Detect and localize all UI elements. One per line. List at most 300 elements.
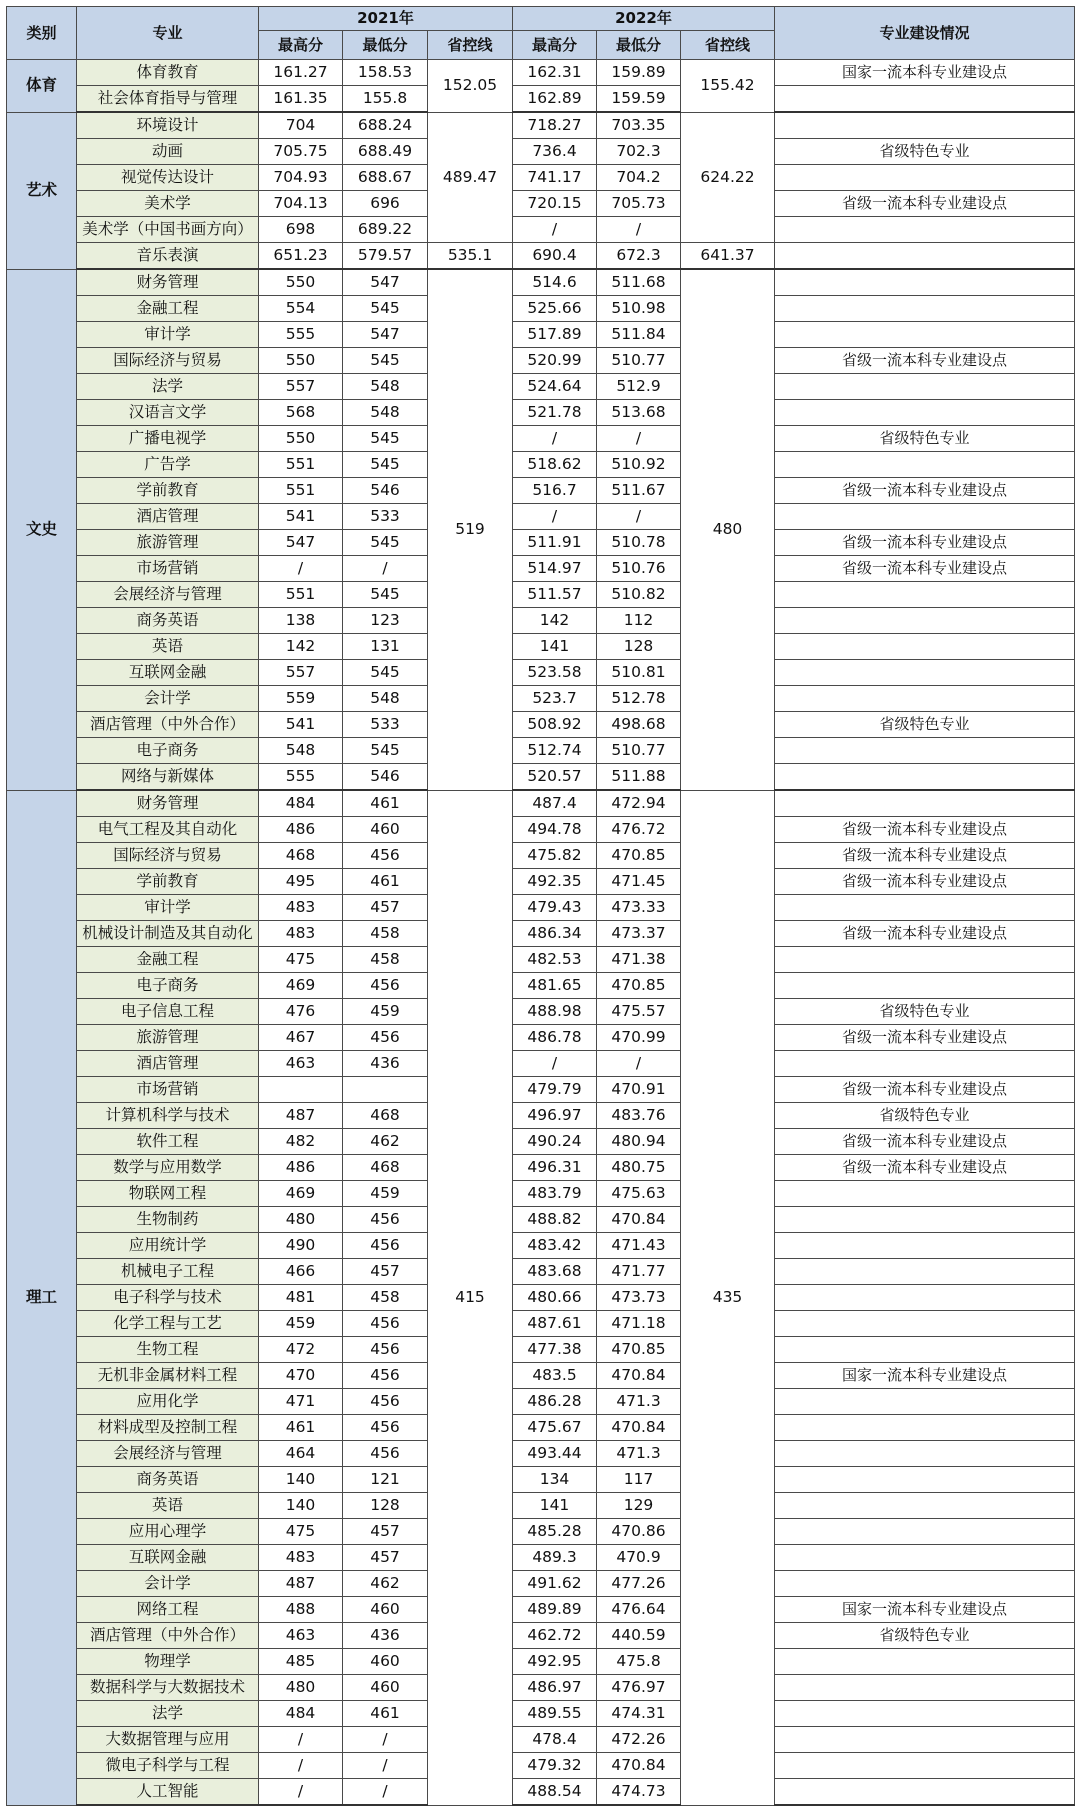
note-cell: 省级一流本科专业建设点 [775, 530, 1075, 556]
max-2022-cell: 492.95 [513, 1649, 597, 1675]
note-cell [775, 686, 1075, 712]
note-cell [775, 243, 1075, 270]
table-row [7, 1389, 1075, 1415]
min-2022-cell: 510.78 [597, 530, 681, 556]
table-row [7, 1233, 1075, 1259]
control-line-2021-cell: 415 [428, 790, 513, 1805]
major-cell: 学前教育 [77, 478, 259, 504]
max-2022-cell: 489.55 [513, 1701, 597, 1727]
major-cell: 数据科学与大数据技术 [77, 1675, 259, 1701]
min-2022-cell: 470.91 [597, 1077, 681, 1103]
min-2021-cell: 123 [343, 608, 428, 634]
major-cell: 电子科学与技术 [77, 1285, 259, 1311]
max-2021-cell [259, 1077, 343, 1103]
min-2022-cell: 472.26 [597, 1727, 681, 1753]
note-cell [775, 1779, 1075, 1806]
max-2021-cell: 471 [259, 1389, 343, 1415]
min-2022-cell: 470.99 [597, 1025, 681, 1051]
max-2021-cell: 464 [259, 1441, 343, 1467]
major-cell: 广播电视学 [77, 426, 259, 452]
min-2021-cell: / [343, 1727, 428, 1753]
table-row [7, 1493, 1075, 1519]
note-cell [775, 1415, 1075, 1441]
min-2021-cell: 460 [343, 1597, 428, 1623]
min-2021-cell: 468 [343, 1155, 428, 1181]
table-row [7, 999, 1075, 1025]
major-cell: 应用化学 [77, 1389, 259, 1415]
max-2022-cell: 477.38 [513, 1337, 597, 1363]
min-2021-cell: 545 [343, 738, 428, 764]
table-row [7, 86, 1075, 113]
control-line-2022-cell: 155.42 [681, 60, 775, 113]
max-2022-cell: 491.62 [513, 1571, 597, 1597]
max-2022-cell: 142 [513, 608, 597, 634]
min-2022-cell: 480.75 [597, 1155, 681, 1181]
min-2021-cell: 688.49 [343, 139, 428, 165]
min-2022-cell: 159.59 [597, 86, 681, 113]
min-2022-cell: 117 [597, 1467, 681, 1493]
max-2021-cell: 475 [259, 947, 343, 973]
max-2021-cell: 463 [259, 1623, 343, 1649]
min-2022-cell: / [597, 217, 681, 243]
major-cell: 法学 [77, 1701, 259, 1727]
max-2021-cell: 554 [259, 296, 343, 322]
max-2022-cell: 523.7 [513, 686, 597, 712]
note-cell [775, 1675, 1075, 1701]
max-2021-cell: 461 [259, 1415, 343, 1441]
major-cell: 酒店管理 [77, 504, 259, 530]
header-line-2022: 省控线 [681, 31, 775, 60]
category-cell: 理工 [7, 790, 77, 1805]
note-cell [775, 165, 1075, 191]
min-2021-cell: 689.22 [343, 217, 428, 243]
max-2021-cell: / [259, 556, 343, 582]
max-2022-cell: 494.78 [513, 817, 597, 843]
min-2021-cell: 546 [343, 478, 428, 504]
table-row [7, 452, 1075, 478]
score-table [6, 6, 1075, 1806]
min-2022-cell: 473.33 [597, 895, 681, 921]
max-2021-cell: 495 [259, 869, 343, 895]
min-2022-cell: 475.8 [597, 1649, 681, 1675]
major-cell: 数学与应用数学 [77, 1155, 259, 1181]
max-2021-cell: 486 [259, 1155, 343, 1181]
major-cell: 美术学（中国书画方向） [77, 217, 259, 243]
max-2022-cell: 523.58 [513, 660, 597, 686]
min-2021-cell: 545 [343, 426, 428, 452]
header-major: 专业 [77, 7, 259, 60]
major-cell: 商务英语 [77, 608, 259, 634]
note-cell [775, 1519, 1075, 1545]
min-2021-cell: 131 [343, 634, 428, 660]
major-cell: 互联网金融 [77, 1545, 259, 1571]
table-row [7, 426, 1075, 452]
max-2021-cell: 704 [259, 112, 343, 139]
control-line-2022-cell: 435 [681, 790, 775, 1805]
table-row [7, 1779, 1075, 1806]
max-2022-cell: 718.27 [513, 112, 597, 139]
min-2021-cell: 458 [343, 947, 428, 973]
max-2022-cell: 736.4 [513, 139, 597, 165]
major-cell: 商务英语 [77, 1467, 259, 1493]
min-2021-cell: 548 [343, 374, 428, 400]
min-2022-cell: 511.67 [597, 478, 681, 504]
max-2021-cell: 541 [259, 712, 343, 738]
min-2021-cell: 688.24 [343, 112, 428, 139]
table-row [7, 608, 1075, 634]
note-cell [775, 973, 1075, 999]
min-2021-cell: 456 [343, 1025, 428, 1051]
min-2022-cell: 470.85 [597, 973, 681, 999]
major-cell: 会展经济与管理 [77, 1441, 259, 1467]
note-cell [775, 269, 1075, 296]
header-year-2022: 2022年 [513, 7, 775, 31]
max-2021-cell: 468 [259, 843, 343, 869]
major-cell: 金融工程 [77, 947, 259, 973]
min-2022-cell: 704.2 [597, 165, 681, 191]
note-cell: 省级一流本科专业建设点 [775, 817, 1075, 843]
min-2022-cell: 480.94 [597, 1129, 681, 1155]
table-row [7, 1181, 1075, 1207]
min-2021-cell: 462 [343, 1571, 428, 1597]
table-row [7, 165, 1075, 191]
table-row [7, 790, 1075, 817]
note-cell: 国家一流本科专业建设点 [775, 60, 1075, 86]
major-cell: 视觉传达设计 [77, 165, 259, 191]
note-cell [775, 1701, 1075, 1727]
max-2021-cell: / [259, 1779, 343, 1806]
major-cell: 动画 [77, 139, 259, 165]
note-cell [775, 86, 1075, 113]
max-2022-cell: 162.31 [513, 60, 597, 86]
major-cell: 会展经济与管理 [77, 582, 259, 608]
max-2021-cell: 557 [259, 374, 343, 400]
table-row [7, 1519, 1075, 1545]
table-row [7, 112, 1075, 139]
min-2022-cell: 471.18 [597, 1311, 681, 1337]
header-max-2021: 最高分 [259, 31, 343, 60]
major-cell: 大数据管理与应用 [77, 1727, 259, 1753]
min-2022-cell: 511.88 [597, 764, 681, 791]
max-2021-cell: 705.75 [259, 139, 343, 165]
major-cell: 会计学 [77, 1571, 259, 1597]
table-row [7, 947, 1075, 973]
major-cell: 电气工程及其自动化 [77, 817, 259, 843]
table-row [7, 530, 1075, 556]
min-2022-cell: 474.73 [597, 1779, 681, 1806]
min-2022-cell: 470.86 [597, 1519, 681, 1545]
max-2021-cell: 482 [259, 1129, 343, 1155]
max-2021-cell: 469 [259, 1181, 343, 1207]
table-row [7, 269, 1075, 296]
table-row [7, 1649, 1075, 1675]
note-cell [775, 374, 1075, 400]
max-2021-cell: 466 [259, 1259, 343, 1285]
max-2022-cell: / [513, 426, 597, 452]
table-row [7, 1051, 1075, 1077]
note-cell [775, 1727, 1075, 1753]
major-cell: 材料成型及控制工程 [77, 1415, 259, 1441]
min-2021-cell: 461 [343, 869, 428, 895]
table-row [7, 1701, 1075, 1727]
note-cell: 省级特色专业 [775, 712, 1075, 738]
min-2022-cell: 471.38 [597, 947, 681, 973]
min-2022-cell: 703.35 [597, 112, 681, 139]
major-cell: 酒店管理 [77, 1051, 259, 1077]
min-2021-cell: 545 [343, 660, 428, 686]
control-line-2022-cell: 624.22 [681, 112, 775, 243]
max-2022-cell: 134 [513, 1467, 597, 1493]
table-row [7, 1129, 1075, 1155]
max-2021-cell: 551 [259, 582, 343, 608]
table-row [7, 1311, 1075, 1337]
min-2021-cell: 456 [343, 843, 428, 869]
min-2021-cell: 547 [343, 269, 428, 296]
min-2021-cell: 546 [343, 764, 428, 791]
max-2022-cell: 479.79 [513, 1077, 597, 1103]
min-2021-cell: 456 [343, 1311, 428, 1337]
min-2021-cell: 545 [343, 530, 428, 556]
min-2022-cell: 510.92 [597, 452, 681, 478]
max-2022-cell: 720.15 [513, 191, 597, 217]
table-row [7, 712, 1075, 738]
major-cell: 电子商务 [77, 738, 259, 764]
major-cell: 体育教育 [77, 60, 259, 86]
max-2021-cell: 487 [259, 1571, 343, 1597]
max-2022-cell: 521.78 [513, 400, 597, 426]
min-2022-cell: 129 [597, 1493, 681, 1519]
max-2022-cell: 141 [513, 1493, 597, 1519]
min-2021-cell: 158.53 [343, 60, 428, 86]
max-2022-cell: 486.97 [513, 1675, 597, 1701]
major-cell: 金融工程 [77, 296, 259, 322]
max-2022-cell: 511.57 [513, 582, 597, 608]
max-2021-cell: 486 [259, 817, 343, 843]
table-row [7, 869, 1075, 895]
min-2022-cell: 470.84 [597, 1753, 681, 1779]
min-2022-cell: 471.77 [597, 1259, 681, 1285]
max-2022-cell: / [513, 1051, 597, 1077]
max-2022-cell: 462.72 [513, 1623, 597, 1649]
major-cell: 国际经济与贸易 [77, 348, 259, 374]
min-2021-cell: 545 [343, 348, 428, 374]
table-row [7, 738, 1075, 764]
max-2022-cell: 162.89 [513, 86, 597, 113]
control-line-2021-cell: 535.1 [428, 243, 513, 270]
min-2021-cell: 436 [343, 1623, 428, 1649]
table-row [7, 1103, 1075, 1129]
major-cell: 英语 [77, 634, 259, 660]
min-2021-cell: 533 [343, 504, 428, 530]
table-row [7, 556, 1075, 582]
major-cell: 财务管理 [77, 790, 259, 817]
max-2022-cell: 483.42 [513, 1233, 597, 1259]
max-2022-cell: 475.67 [513, 1415, 597, 1441]
min-2021-cell: 457 [343, 1519, 428, 1545]
max-2021-cell: 161.27 [259, 60, 343, 86]
min-2021-cell: 456 [343, 1363, 428, 1389]
major-cell: 人工智能 [77, 1779, 259, 1806]
min-2022-cell: / [597, 1051, 681, 1077]
table-row [7, 660, 1075, 686]
major-cell: 生物制药 [77, 1207, 259, 1233]
note-cell [775, 1753, 1075, 1779]
min-2022-cell: 510.81 [597, 660, 681, 686]
min-2021-cell: 461 [343, 1701, 428, 1727]
max-2022-cell: 479.43 [513, 895, 597, 921]
table-row [7, 1753, 1075, 1779]
header-max-2022: 最高分 [513, 31, 597, 60]
major-cell: 机械电子工程 [77, 1259, 259, 1285]
table-row [7, 843, 1075, 869]
table-row [7, 1441, 1075, 1467]
max-2022-cell: 490.24 [513, 1129, 597, 1155]
table-row [7, 1207, 1075, 1233]
max-2022-cell: 487.61 [513, 1311, 597, 1337]
min-2021-cell: / [343, 1753, 428, 1779]
note-cell [775, 582, 1075, 608]
table-row [7, 895, 1075, 921]
note-cell: 省级一流本科专业建设点 [775, 1025, 1075, 1051]
min-2021-cell: 461 [343, 790, 428, 817]
major-cell: 环境设计 [77, 112, 259, 139]
header-category: 类别 [7, 7, 77, 60]
min-2022-cell: 510.76 [597, 556, 681, 582]
major-cell: 美术学 [77, 191, 259, 217]
max-2022-cell: 520.57 [513, 764, 597, 791]
min-2021-cell: 436 [343, 1051, 428, 1077]
major-cell: 网络与新媒体 [77, 764, 259, 791]
max-2021-cell: 568 [259, 400, 343, 426]
note-cell: 省级特色专业 [775, 1623, 1075, 1649]
min-2022-cell: 513.68 [597, 400, 681, 426]
min-2022-cell: 512.78 [597, 686, 681, 712]
max-2022-cell: 141 [513, 634, 597, 660]
control-line-2022-cell: 480 [681, 269, 775, 790]
table-row [7, 973, 1075, 999]
note-cell: 省级特色专业 [775, 999, 1075, 1025]
min-2022-cell: 473.37 [597, 921, 681, 947]
note-cell: 省级一流本科专业建设点 [775, 556, 1075, 582]
min-2022-cell: 510.77 [597, 738, 681, 764]
max-2021-cell: 469 [259, 973, 343, 999]
table-header [7, 7, 1075, 60]
max-2021-cell: 704.13 [259, 191, 343, 217]
note-cell [775, 1051, 1075, 1077]
min-2022-cell: 471.43 [597, 1233, 681, 1259]
max-2022-cell: 508.92 [513, 712, 597, 738]
max-2021-cell: 555 [259, 322, 343, 348]
major-cell: 酒店管理（中外合作） [77, 712, 259, 738]
major-cell: 审计学 [77, 895, 259, 921]
table-row [7, 478, 1075, 504]
max-2022-cell: 520.99 [513, 348, 597, 374]
min-2022-cell: 470.9 [597, 1545, 681, 1571]
min-2022-cell: 474.31 [597, 1701, 681, 1727]
max-2021-cell: 548 [259, 738, 343, 764]
note-cell [775, 634, 1075, 660]
control-line-2021-cell: 519 [428, 269, 513, 790]
major-cell: 广告学 [77, 452, 259, 478]
min-2021-cell: 533 [343, 712, 428, 738]
table-row [7, 1727, 1075, 1753]
min-2021-cell: / [343, 1779, 428, 1806]
min-2021-cell: 460 [343, 1649, 428, 1675]
min-2022-cell: 672.3 [597, 243, 681, 270]
max-2021-cell: 483 [259, 895, 343, 921]
max-2022-cell: 485.28 [513, 1519, 597, 1545]
major-cell: 无机非金属材料工程 [77, 1363, 259, 1389]
min-2021-cell: 121 [343, 1467, 428, 1493]
note-cell: 省级一流本科专业建设点 [775, 1129, 1075, 1155]
header-year-2021: 2021年 [259, 7, 513, 31]
max-2022-cell: 481.65 [513, 973, 597, 999]
note-cell [775, 112, 1075, 139]
min-2022-cell: 128 [597, 634, 681, 660]
major-cell: 网络工程 [77, 1597, 259, 1623]
table-row [7, 1259, 1075, 1285]
note-cell: 省级一流本科专业建设点 [775, 348, 1075, 374]
max-2021-cell: 651.23 [259, 243, 343, 270]
header-min-2022: 最低分 [597, 31, 681, 60]
major-cell: 旅游管理 [77, 1025, 259, 1051]
max-2022-cell: 492.35 [513, 869, 597, 895]
note-cell [775, 764, 1075, 791]
note-cell [775, 1441, 1075, 1467]
min-2021-cell: 456 [343, 1207, 428, 1233]
major-cell: 社会体育指导与管理 [77, 86, 259, 113]
min-2022-cell: / [597, 426, 681, 452]
max-2021-cell: / [259, 1727, 343, 1753]
min-2021-cell: 696 [343, 191, 428, 217]
min-2021-cell: 457 [343, 895, 428, 921]
category-cell: 艺术 [7, 112, 77, 269]
table-row [7, 1337, 1075, 1363]
max-2021-cell: 480 [259, 1207, 343, 1233]
max-2022-cell: 690.4 [513, 243, 597, 270]
major-cell: 汉语言文学 [77, 400, 259, 426]
max-2022-cell: 486.34 [513, 921, 597, 947]
min-2021-cell: 456 [343, 1337, 428, 1363]
min-2022-cell: 471.3 [597, 1389, 681, 1415]
min-2021-cell [343, 1077, 428, 1103]
max-2021-cell: 485 [259, 1649, 343, 1675]
max-2022-cell: 478.4 [513, 1727, 597, 1753]
control-line-2021-cell: 489.47 [428, 112, 513, 243]
max-2022-cell: 518.62 [513, 452, 597, 478]
max-2021-cell: 559 [259, 686, 343, 712]
max-2022-cell: 488.54 [513, 1779, 597, 1806]
max-2021-cell: 487 [259, 1103, 343, 1129]
min-2021-cell: 548 [343, 400, 428, 426]
major-cell: 应用心理学 [77, 1519, 259, 1545]
min-2021-cell: 456 [343, 1415, 428, 1441]
note-cell: 省级一流本科专业建设点 [775, 1077, 1075, 1103]
table-row [7, 817, 1075, 843]
max-2021-cell: 551 [259, 452, 343, 478]
max-2022-cell: 483.79 [513, 1181, 597, 1207]
max-2021-cell: 551 [259, 478, 343, 504]
min-2022-cell: 512.9 [597, 374, 681, 400]
max-2022-cell: 496.97 [513, 1103, 597, 1129]
major-cell: 互联网金融 [77, 660, 259, 686]
major-cell: 财务管理 [77, 269, 259, 296]
table-row [7, 348, 1075, 374]
header-note: 专业建设情况 [775, 7, 1075, 60]
note-cell [775, 452, 1075, 478]
max-2022-cell: 514.6 [513, 269, 597, 296]
major-cell: 音乐表演 [77, 243, 259, 270]
